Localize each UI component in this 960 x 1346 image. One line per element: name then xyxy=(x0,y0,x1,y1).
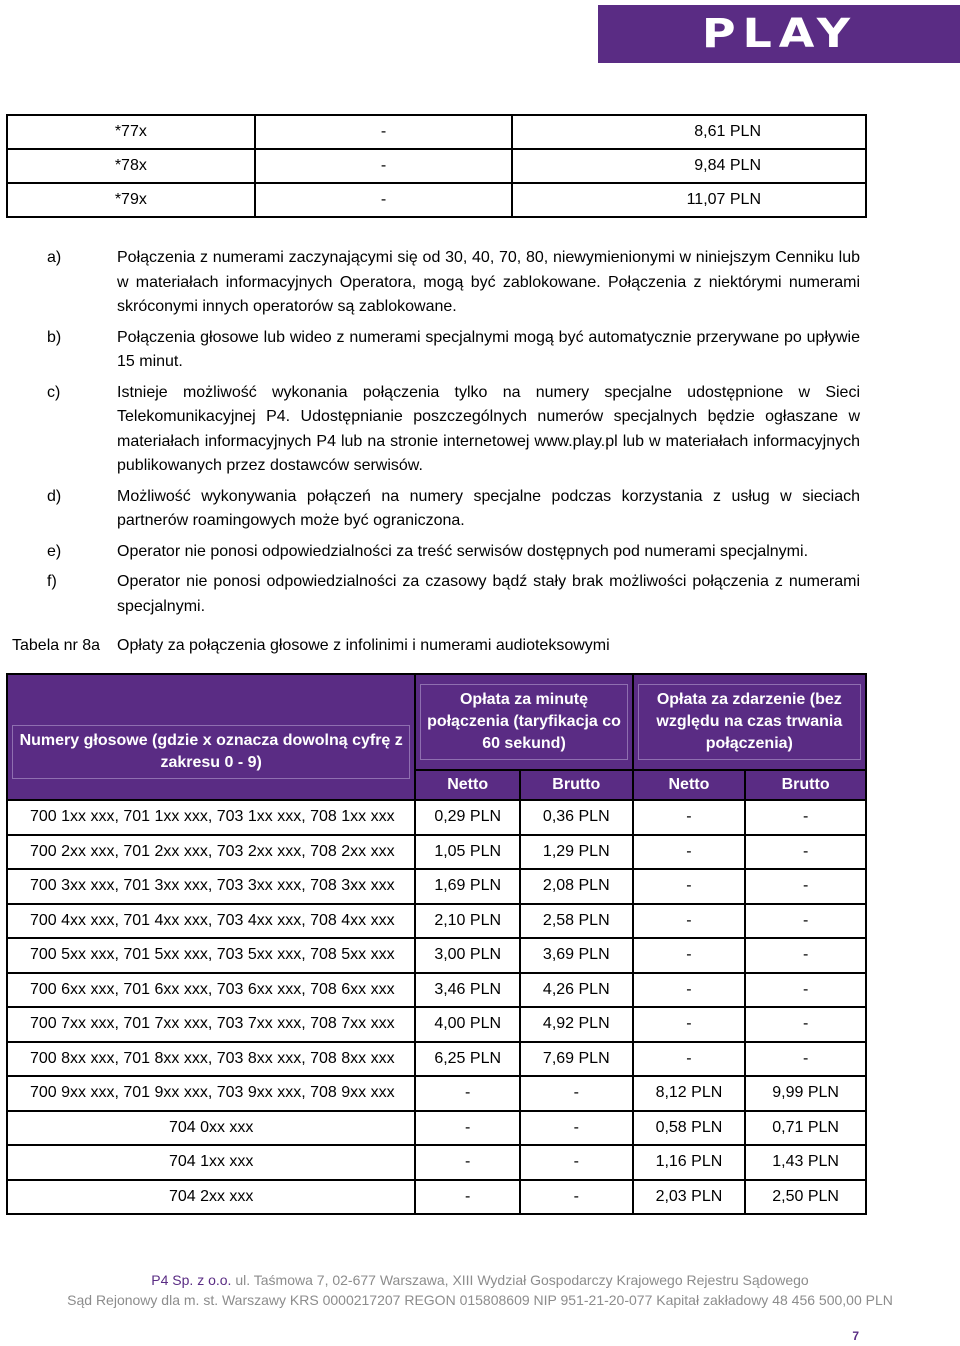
row-gross-event: 2,50 PLN xyxy=(745,1180,866,1215)
note-label: a) xyxy=(47,249,62,266)
row-numbers: 700 7xx xxx, 701 7xx xxx, 703 7xx xxx, 708 7xx xxx xyxy=(7,1007,415,1042)
top-table-row xyxy=(7,183,866,217)
table-row xyxy=(7,1007,866,1042)
row-net-minute: 4,00 PLN xyxy=(415,1007,520,1042)
table-row xyxy=(7,835,866,870)
row-net-minute: 6,25 PLN xyxy=(415,1042,520,1077)
row-gross-minute: 3,69 PLN xyxy=(520,938,633,973)
row-gross-event: 1,43 PLN xyxy=(745,1145,866,1180)
row-net-event: - xyxy=(633,869,746,904)
header-row xyxy=(7,674,866,770)
note-text: Operator nie ponosi odpowiedzialności za czasowy bądź stały brak możliwości połączenia z numerami specjalnymi. xyxy=(117,573,860,615)
top-table-row xyxy=(7,149,866,183)
row-gross-event: - xyxy=(745,904,866,939)
top-table-row xyxy=(7,115,866,149)
subheader-net-event: Netto xyxy=(633,770,746,800)
footer-line-1 xyxy=(0,1272,960,1288)
row-numbers: 704 1xx xxx xyxy=(7,1145,415,1180)
header-event-text: Opłata za zdarzenie (bez względu na czas trwania połączenia) xyxy=(638,684,861,760)
row-net-minute: 3,46 PLN xyxy=(415,973,520,1008)
row-numbers: 700 4xx xxx, 701 4xx xxx, 703 4xx xxx, 708 4xx xxx xyxy=(7,904,415,939)
row-gross-minute: 1,29 PLN xyxy=(520,835,633,870)
top-table-net: - xyxy=(255,183,513,217)
row-numbers: 700 9xx xxx, 701 9xx xxx, 703 9xx xxx, 708 9xx xxx xyxy=(7,1076,415,1111)
audiotext-price-table xyxy=(6,673,867,1215)
row-numbers: 700 6xx xxx, 701 6xx xxx, 703 6xx xxx, 708 6xx xxx xyxy=(7,973,415,1008)
subheader-gross-minute: Brutto xyxy=(520,770,633,800)
top-table-net: - xyxy=(255,115,513,149)
top-table-gross: 8,61 PLN xyxy=(512,115,866,149)
table-row xyxy=(7,1111,866,1146)
top-table-number: *77x xyxy=(7,115,255,149)
row-gross-event: 0,71 PLN xyxy=(745,1111,866,1146)
row-numbers: 700 1xx xxx, 701 1xx xxx, 703 1xx xxx, 708 1xx xxx xyxy=(7,800,415,835)
table-row xyxy=(7,1042,866,1077)
row-numbers: 704 2xx xxx xyxy=(7,1180,415,1215)
row-gross-event: - xyxy=(745,1042,866,1077)
row-net-minute: 2,10 PLN xyxy=(415,904,520,939)
row-gross-event: - xyxy=(745,869,866,904)
row-numbers: 700 2xx xxx, 701 2xx xxx, 703 2xx xxx, 708 2xx xxx xyxy=(7,835,415,870)
footer-line-2: Sąd Rejonowy dla m. st. Warszawy KRS 0000217207 REGON 015808609 NIP 951-21-20-077 Kapitał zakładowy 48 456 500,00 PLN xyxy=(67,1292,893,1308)
table-row xyxy=(7,904,866,939)
note-item xyxy=(47,570,860,619)
row-net-event: - xyxy=(633,800,746,835)
logo-text: PLAY xyxy=(701,11,857,57)
table-row xyxy=(7,869,866,904)
row-net-minute: - xyxy=(415,1076,520,1111)
note-item xyxy=(47,246,860,320)
row-net-event: 0,58 PLN xyxy=(633,1111,746,1146)
row-gross-minute: 4,92 PLN xyxy=(520,1007,633,1042)
note-item xyxy=(47,326,860,375)
header-numbers-text: Numery głosowe (gdzie x oznacza dowolną cyfrę z zakresu 0 - 9) xyxy=(12,725,410,779)
row-gross-event: - xyxy=(745,938,866,973)
row-net-minute: 1,69 PLN xyxy=(415,869,520,904)
row-gross-minute: - xyxy=(520,1180,633,1215)
row-net-event: - xyxy=(633,973,746,1008)
header-minute-text: Opłata za minutę połączenia (taryfikacja co 60 sekund) xyxy=(420,684,627,760)
top-table-gross: 11,07 PLN xyxy=(512,183,866,217)
note-label: b) xyxy=(47,328,62,346)
note-item xyxy=(47,381,860,479)
note-text: Operator nie ponosi odpowiedzialności za treść serwisów dostępnych pod numerami specjalnymi. xyxy=(117,542,809,560)
header-minute xyxy=(415,674,632,770)
row-net-event: - xyxy=(633,938,746,973)
note-item xyxy=(47,485,860,534)
page-number: 7 xyxy=(852,1329,859,1343)
note-label: f) xyxy=(47,573,57,590)
row-numbers: 704 0xx xxx xyxy=(7,1111,415,1146)
subheader-net-minute: Netto xyxy=(415,770,520,800)
footer-company: P4 Sp. z o.o. xyxy=(151,1272,232,1288)
row-numbers: 700 8xx xxx, 701 8xx xxx, 703 8xx xxx, 708 8xx xxx xyxy=(7,1042,415,1077)
row-net-event: - xyxy=(633,1042,746,1077)
note-text: Połączenia z numerami zaczynającymi się od 30, 40, 70, 80, niewymienionymi w niniejszym Cenniku lub w materiałach informacyjnych Operatora, mogą być zablokowane. Połączenia z niektórymi numerami skróconymi innych operatorów są zablokowane. xyxy=(117,249,860,315)
row-gross-minute: 4,26 PLN xyxy=(520,973,633,1008)
subheader-gross-event: Brutto xyxy=(745,770,866,800)
row-gross-event: - xyxy=(745,973,866,1008)
row-gross-event: 9,99 PLN xyxy=(745,1076,866,1111)
top-table-net: - xyxy=(255,149,513,183)
row-net-minute: - xyxy=(415,1180,520,1215)
table-row xyxy=(7,1145,866,1180)
row-gross-minute: - xyxy=(520,1111,633,1146)
table-row xyxy=(7,973,866,1008)
note-text: Istnieje możliwość wykonania połączenia tylko na numery specjalne udostępnione w Sieci Telekomunikacyjnej P4. Udostępnianie poszczególnych numerów specjalnych będzie ogłaszane w materiałach informacyjnych P4 lub na stronie internetowej www.play.pl lub w materiałach informacyjnych publikowanych przez dostawców serwisów. xyxy=(117,383,860,474)
header-event xyxy=(633,674,866,770)
row-numbers: 700 3xx xxx, 701 3xx xxx, 703 3xx xxx, 708 3xx xxx xyxy=(7,869,415,904)
top-price-table xyxy=(6,114,867,218)
row-net-event: - xyxy=(633,835,746,870)
row-net-event: - xyxy=(633,1007,746,1042)
table-caption xyxy=(12,637,610,655)
row-gross-event: - xyxy=(745,1007,866,1042)
top-table-number: *79x xyxy=(7,183,255,217)
row-gross-minute: - xyxy=(520,1076,633,1111)
row-net-minute: 1,05 PLN xyxy=(415,835,520,870)
row-net-event: - xyxy=(633,904,746,939)
table-row xyxy=(7,800,866,835)
note-label: c) xyxy=(47,383,61,401)
header-numbers xyxy=(7,674,415,800)
row-gross-event: - xyxy=(745,800,866,835)
note-label: d) xyxy=(47,487,62,505)
top-table-gross: 9,84 PLN xyxy=(512,149,866,183)
row-net-minute: 0,29 PLN xyxy=(415,800,520,835)
row-gross-minute: 2,58 PLN xyxy=(520,904,633,939)
note-item xyxy=(47,540,860,565)
table-row xyxy=(7,938,866,973)
note-text: Możliwość wykonywania połączeń na numery specjalne podczas korzystania z usług w sieciach partnerów roamingowych może być ograniczona. xyxy=(117,487,860,529)
row-net-event: 2,03 PLN xyxy=(633,1180,746,1215)
row-gross-minute: 2,08 PLN xyxy=(520,869,633,904)
caption-text: Opłaty za połączenia głosowe z infolinimi i numerami audioteksowymi xyxy=(117,637,610,654)
notes-list xyxy=(47,246,860,625)
row-gross-minute: - xyxy=(520,1145,633,1180)
note-text: Połączenia głosowe lub wideo z numerami specjalnymi mogą być automatycznie przerywane po upływie 15 minut. xyxy=(117,328,860,370)
table-row xyxy=(7,1076,866,1111)
row-gross-minute: 0,36 PLN xyxy=(520,800,633,835)
row-numbers: 700 5xx xxx, 701 5xx xxx, 703 5xx xxx, 708 5xx xxx xyxy=(7,938,415,973)
row-net-event: 8,12 PLN xyxy=(633,1076,746,1111)
row-gross-event: - xyxy=(745,835,866,870)
table-row xyxy=(7,1180,866,1215)
footer-address: ul. Taśmowa 7, 02-677 Warszawa, XIII Wydział Gospodarczy Krajowego Rejestru Sądowego xyxy=(231,1272,809,1288)
caption-label: Tabela nr 8a xyxy=(12,637,101,654)
row-net-minute: - xyxy=(415,1111,520,1146)
play-logo xyxy=(598,5,960,63)
top-table-number: *78x xyxy=(7,149,255,183)
note-label: e) xyxy=(47,542,62,560)
row-net-minute: 3,00 PLN xyxy=(415,938,520,973)
row-net-event: 1,16 PLN xyxy=(633,1145,746,1180)
row-gross-minute: 7,69 PLN xyxy=(520,1042,633,1077)
row-net-minute: - xyxy=(415,1145,520,1180)
